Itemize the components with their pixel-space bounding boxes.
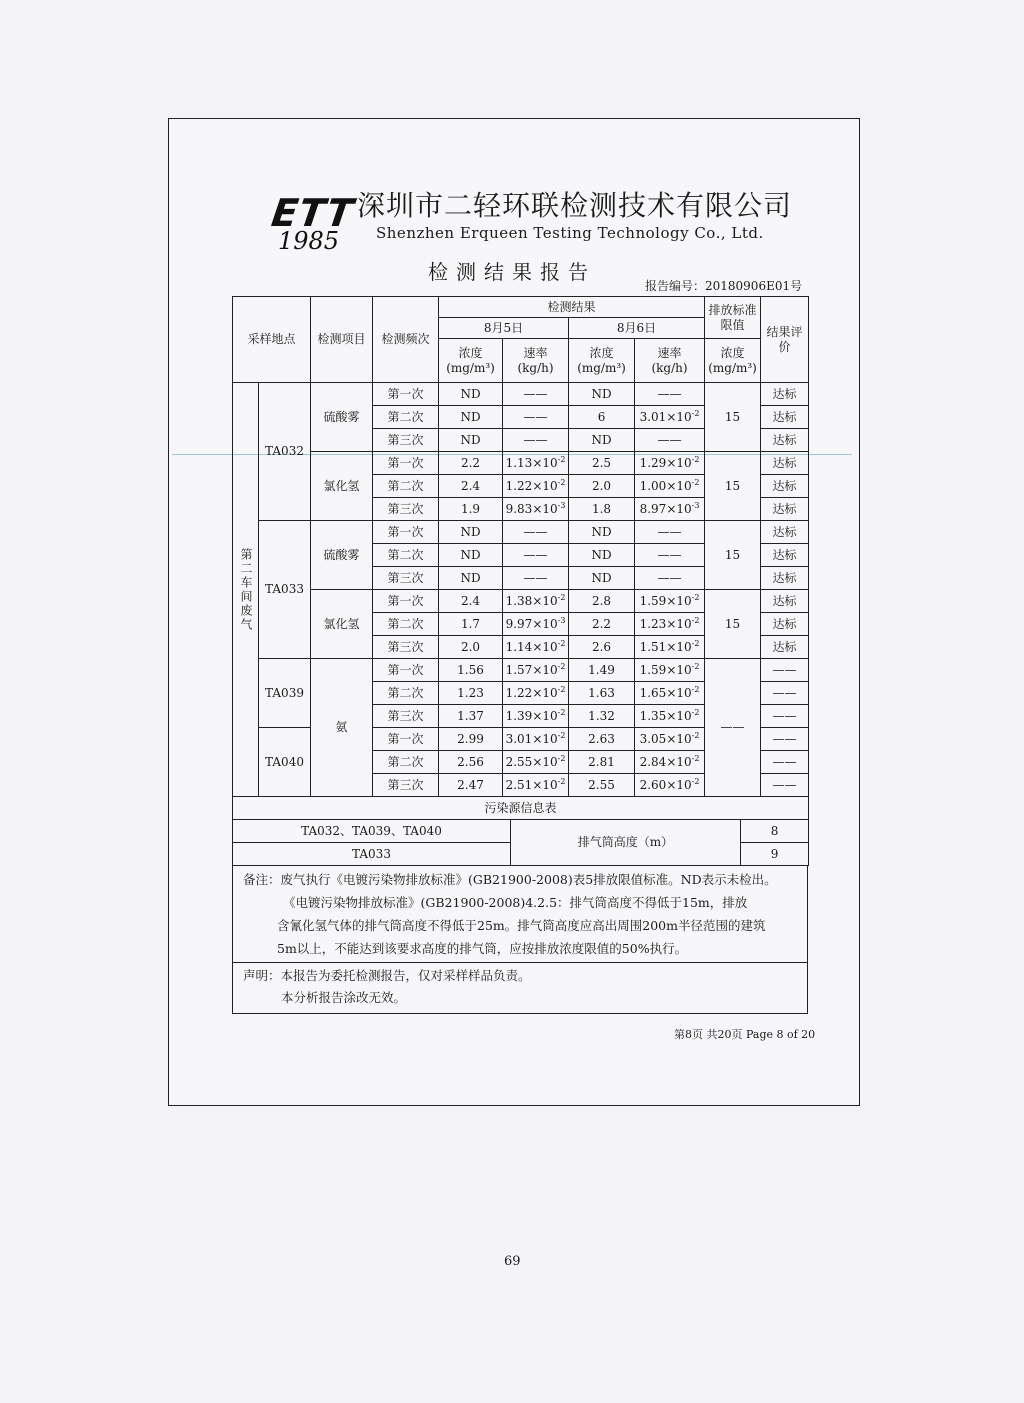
rate-day1-mantissa: —— xyxy=(523,570,548,585)
rate-day1 xyxy=(503,705,569,728)
concentration-day2: ND xyxy=(569,521,635,544)
rate-day2-exponent: -2 xyxy=(691,684,700,694)
test-frequency: 第三次 xyxy=(373,567,439,590)
concentration-day1: ND xyxy=(439,544,503,567)
header-item: 检测项目 xyxy=(311,297,373,383)
result-evaluation: 达标 xyxy=(761,567,809,590)
concentration-day2: 2.81 xyxy=(569,751,635,774)
rate-day2-mantissa: —— xyxy=(657,386,682,401)
site-group: 第二车间废气 xyxy=(233,383,259,797)
rate-day1-mantissa: 1.38×10 xyxy=(505,593,558,608)
concentration-day1: 1.9 xyxy=(439,498,503,521)
logo-year: 1985 xyxy=(278,227,340,255)
rate-day2 xyxy=(635,613,705,636)
rate-day2-mantissa: 1.23×10 xyxy=(639,616,692,631)
source-info-table xyxy=(232,797,809,866)
rate-day1-mantissa: 1.14×10 xyxy=(505,639,558,654)
test-frequency: 第一次 xyxy=(373,452,439,475)
rate-day2-mantissa: 2.60×10 xyxy=(639,777,692,792)
header-freq: 检测频次 xyxy=(373,297,439,383)
result-evaluation: 达标 xyxy=(761,452,809,475)
concentration-day1: 2.56 xyxy=(439,751,503,774)
rate-day2 xyxy=(635,521,705,544)
header-results: 检测结果 xyxy=(439,297,705,318)
sampling-point: TA039 xyxy=(259,659,311,728)
rate-day1-mantissa: —— xyxy=(523,409,548,424)
rate-day1-exponent: -2 xyxy=(557,661,566,671)
rate-day1 xyxy=(503,452,569,475)
concentration-day2: 1.8 xyxy=(569,498,635,521)
rate-day2-exponent: -2 xyxy=(691,454,700,464)
rate-day2 xyxy=(635,636,705,659)
concentration-day2: 1.32 xyxy=(569,705,635,728)
rate-day2 xyxy=(635,567,705,590)
rate-day2 xyxy=(635,383,705,406)
header-rate-2 xyxy=(635,339,705,383)
header-conc-unit: (mg/m³) xyxy=(446,360,495,375)
rate-day1 xyxy=(503,521,569,544)
header-conc-2 xyxy=(569,339,635,383)
rate-day1-exponent: -2 xyxy=(557,638,566,648)
header-limit: 排放标准限值 xyxy=(705,297,761,339)
page-info: 第8页 共20页 Page 8 of 20 xyxy=(674,1028,816,1041)
rate-day2 xyxy=(635,544,705,567)
table-row xyxy=(233,659,809,682)
statement xyxy=(232,963,808,1014)
rate-day2-mantissa: 3.05×10 xyxy=(639,731,692,746)
concentration-day2: 2.2 xyxy=(569,613,635,636)
rate-day1-mantissa: 9.97×10 xyxy=(505,616,558,631)
company-logo xyxy=(268,191,357,255)
rate-day2-mantissa: 1.65×10 xyxy=(639,685,692,700)
concentration-day2: ND xyxy=(569,429,635,452)
result-evaluation: 达标 xyxy=(761,475,809,498)
sampling-point: TA033 xyxy=(259,521,311,659)
header-conc-label: 浓度 xyxy=(589,345,614,360)
rate-day1-exponent: -2 xyxy=(557,454,566,464)
rate-day1-exponent: -2 xyxy=(557,776,566,786)
limit-value: 15 xyxy=(705,383,761,452)
rate-day1 xyxy=(503,682,569,705)
rate-day1-mantissa: 1.22×10 xyxy=(505,685,558,700)
rate-day1 xyxy=(503,498,569,521)
remark-line-4: 5m以上，不能达到该要求高度的排气筒，应按排放浓度限值的50%执行。 xyxy=(277,941,688,956)
rate-day1 xyxy=(503,659,569,682)
rate-day2-exponent: -2 xyxy=(691,477,700,487)
header-conc-unit: (mg/m³) xyxy=(577,360,626,375)
rate-day2-mantissa: 8.97×10 xyxy=(639,501,692,516)
rate-day2-mantissa: 1.29×10 xyxy=(639,455,692,470)
rate-day1 xyxy=(503,475,569,498)
rate-day1-mantissa: 1.57×10 xyxy=(505,662,558,677)
result-evaluation: 达标 xyxy=(761,613,809,636)
result-evaluation: 达标 xyxy=(761,636,809,659)
limit-value: 15 xyxy=(705,452,761,521)
concentration-day1: ND xyxy=(439,429,503,452)
rate-day2-mantissa: —— xyxy=(657,547,682,562)
rate-day2 xyxy=(635,659,705,682)
stack-height-value-2: 9 xyxy=(741,843,809,866)
rate-day2 xyxy=(635,475,705,498)
concentration-day2: 2.63 xyxy=(569,728,635,751)
concentration-day1: 2.2 xyxy=(439,452,503,475)
rate-day1-mantissa: 2.55×10 xyxy=(505,754,558,769)
rate-day1-mantissa: —— xyxy=(523,547,548,562)
test-item: 氨 xyxy=(311,659,373,797)
rate-day2-exponent: -2 xyxy=(691,615,700,625)
concentration-day1: 2.47 xyxy=(439,774,503,797)
concentration-day1: 2.99 xyxy=(439,728,503,751)
header-site: 采样地点 xyxy=(233,297,311,383)
result-evaluation: 达标 xyxy=(761,544,809,567)
stack-height-value-1: 8 xyxy=(741,820,809,843)
rate-day2-exponent: -2 xyxy=(691,638,700,648)
logo-text: ETT xyxy=(268,191,357,235)
rate-day2-exponent: -2 xyxy=(691,776,700,786)
test-frequency: 第三次 xyxy=(373,636,439,659)
concentration-day2: ND xyxy=(569,383,635,406)
rate-day2-mantissa: 1.35×10 xyxy=(639,708,692,723)
rate-day1 xyxy=(503,590,569,613)
concentration-day2: 2.8 xyxy=(569,590,635,613)
result-evaluation: —— xyxy=(761,728,809,751)
concentration-day1: ND xyxy=(439,567,503,590)
sampling-point: TA032 xyxy=(259,383,311,521)
concentration-day2: 2.0 xyxy=(569,475,635,498)
rate-day2 xyxy=(635,774,705,797)
concentration-day1: 2.4 xyxy=(439,475,503,498)
concentration-day1: 1.56 xyxy=(439,659,503,682)
rate-day1-exponent: -2 xyxy=(557,592,566,602)
rate-day2-exponent: -2 xyxy=(691,661,700,671)
test-frequency: 第一次 xyxy=(373,590,439,613)
limit-value: 15 xyxy=(705,590,761,659)
report-number: 报告编号：20180906E01号 xyxy=(645,279,803,293)
rate-day2-exponent: -2 xyxy=(691,592,700,602)
rate-day2-mantissa: 2.84×10 xyxy=(639,754,692,769)
table-row xyxy=(233,383,809,406)
remark-line-2: 《电镀污染物排放标准》(GB21900-2008)4.2.5：排气筒高度不得低于15m，排放 xyxy=(283,895,748,910)
rate-day1 xyxy=(503,613,569,636)
test-frequency: 第三次 xyxy=(373,498,439,521)
test-frequency: 第一次 xyxy=(373,659,439,682)
rate-day1 xyxy=(503,636,569,659)
test-item: 硫酸雾 xyxy=(311,383,373,452)
rate-day1-mantissa: —— xyxy=(523,524,548,539)
rate-day2-mantissa: 3.01×10 xyxy=(639,409,692,424)
header-rate-label: 速率 xyxy=(523,345,548,360)
sampling-point: TA040 xyxy=(259,728,311,797)
rate-day1-exponent: -2 xyxy=(557,707,566,717)
remarks xyxy=(232,866,808,963)
rate-day1 xyxy=(503,728,569,751)
rate-day2-mantissa: 1.59×10 xyxy=(639,662,692,677)
test-frequency: 第二次 xyxy=(373,751,439,774)
rate-day2 xyxy=(635,406,705,429)
rate-day2-exponent: -2 xyxy=(691,730,700,740)
rate-day1-exponent: -2 xyxy=(557,684,566,694)
concentration-day2: 1.63 xyxy=(569,682,635,705)
header-conc-label: 浓度 xyxy=(458,345,483,360)
concentration-day2: 2.5 xyxy=(569,452,635,475)
concentration-day1: 1.23 xyxy=(439,682,503,705)
concentration-day2: ND xyxy=(569,567,635,590)
test-frequency: 第二次 xyxy=(373,475,439,498)
rate-day1-mantissa: 1.22×10 xyxy=(505,478,558,493)
test-frequency: 第一次 xyxy=(373,728,439,751)
rate-day1 xyxy=(503,383,569,406)
rate-day2-exponent: -2 xyxy=(691,408,700,418)
concentration-day1: ND xyxy=(439,383,503,406)
header-rate-1 xyxy=(503,339,569,383)
rate-day2 xyxy=(635,498,705,521)
header-date2: 8月6日 xyxy=(569,318,705,339)
rate-day1-exponent: -3 xyxy=(557,615,566,625)
test-frequency: 第二次 xyxy=(373,406,439,429)
concentration-day1: 1.37 xyxy=(439,705,503,728)
result-evaluation: —— xyxy=(761,751,809,774)
test-item: 氯化氢 xyxy=(311,452,373,521)
test-frequency: 第三次 xyxy=(373,774,439,797)
concentration-day2: 2.55 xyxy=(569,774,635,797)
remark-line-1: 备注：废气执行《电镀污染物排放标准》(GB21900-2008)表5排放限值标准。ND表示未检出。 xyxy=(243,872,777,887)
concentration-day2: 6 xyxy=(569,406,635,429)
rate-day1-exponent: -2 xyxy=(557,730,566,740)
rate-day1-mantissa: —— xyxy=(523,432,548,447)
result-evaluation: 达标 xyxy=(761,521,809,544)
rate-day1-exponent: -2 xyxy=(557,477,566,487)
rate-day2 xyxy=(635,590,705,613)
result-evaluation: 达标 xyxy=(761,383,809,406)
header-rate-label: 速率 xyxy=(657,345,682,360)
header-date1: 8月5日 xyxy=(439,318,569,339)
result-evaluation: 达标 xyxy=(761,406,809,429)
concentration-day1: 2.0 xyxy=(439,636,503,659)
rate-day1 xyxy=(503,751,569,774)
test-frequency: 第三次 xyxy=(373,705,439,728)
rate-day2-mantissa: —— xyxy=(657,524,682,539)
rate-day1-exponent: -2 xyxy=(557,753,566,763)
rate-day1-mantissa: —— xyxy=(523,386,548,401)
header-limit-conc xyxy=(705,339,761,383)
statement-line-2: 本分析报告涂改无效。 xyxy=(281,990,407,1005)
concentration-day2: 1.49 xyxy=(569,659,635,682)
concentration-day2: ND xyxy=(569,544,635,567)
rate-day1 xyxy=(503,544,569,567)
concentration-day1: ND xyxy=(439,521,503,544)
test-item: 硫酸雾 xyxy=(311,521,373,590)
header-rate-unit: (kg/h) xyxy=(651,360,688,375)
rate-day1-mantissa: 9.83×10 xyxy=(505,501,558,516)
concentration-day1: 2.4 xyxy=(439,590,503,613)
rate-day2-mantissa: —— xyxy=(657,432,682,447)
test-frequency: 第一次 xyxy=(373,521,439,544)
rate-day2-exponent: -2 xyxy=(691,707,700,717)
remark-line-3: 含氰化氢气体的排气筒高度不得低于25m。排气筒高度应高出周围200m半径范围的建筑 xyxy=(277,918,766,933)
company-name-cn: 深圳市二轻环联检测技术有限公司 xyxy=(357,189,793,222)
rate-day1 xyxy=(503,567,569,590)
concentration-day1: 1.7 xyxy=(439,613,503,636)
rate-day1-mantissa: 2.51×10 xyxy=(505,777,558,792)
rate-day2-mantissa: 1.51×10 xyxy=(639,639,692,654)
source-info-title: 污染源信息表 xyxy=(233,797,809,820)
concentration-day1: ND xyxy=(439,406,503,429)
result-evaluation: —— xyxy=(761,659,809,682)
rate-day2 xyxy=(635,728,705,751)
rate-day1-mantissa: 1.13×10 xyxy=(505,455,558,470)
rate-day2-exponent: -3 xyxy=(691,500,700,510)
table-row xyxy=(233,452,809,475)
page-number: 69 xyxy=(504,1254,521,1269)
result-evaluation: —— xyxy=(761,774,809,797)
header-conc-1 xyxy=(439,339,503,383)
limit-value: —— xyxy=(705,659,761,797)
test-item: 氯化氢 xyxy=(311,590,373,659)
rate-day2-mantissa: 1.00×10 xyxy=(639,478,692,493)
stack-height-label: 排气筒高度（m） xyxy=(511,820,741,866)
report-body xyxy=(232,296,808,1014)
rate-day2 xyxy=(635,705,705,728)
source-group-2: TA033 xyxy=(233,843,511,866)
table-row xyxy=(233,590,809,613)
rate-day1-mantissa: 1.39×10 xyxy=(505,708,558,723)
header-rate-unit: (kg/h) xyxy=(517,360,554,375)
test-frequency: 第二次 xyxy=(373,613,439,636)
header-limit-conc-label: 浓度 xyxy=(720,345,745,360)
table-row xyxy=(233,521,809,544)
company-name-en: Shenzhen Erqueen Testing Technology Co., Ltd. xyxy=(376,224,764,242)
source-group-1: TA032、TA039、TA040 xyxy=(233,820,511,843)
rate-day2 xyxy=(635,429,705,452)
results-table xyxy=(232,296,809,797)
test-frequency: 第二次 xyxy=(373,544,439,567)
concentration-day2: 2.6 xyxy=(569,636,635,659)
header-eval: 结果评价 xyxy=(761,297,809,383)
rate-day2 xyxy=(635,452,705,475)
test-frequency: 第二次 xyxy=(373,682,439,705)
rate-day2-mantissa: —— xyxy=(657,570,682,585)
test-frequency: 第三次 xyxy=(373,429,439,452)
result-evaluation: 达标 xyxy=(761,498,809,521)
test-frequency: 第一次 xyxy=(373,383,439,406)
result-evaluation: —— xyxy=(761,705,809,728)
rate-day1-exponent: -3 xyxy=(557,500,566,510)
rate-day2-mantissa: 1.59×10 xyxy=(639,593,692,608)
statement-line-1: 声明：本报告为委托检测报告，仅对采样样品负责。 xyxy=(243,968,531,983)
result-evaluation: 达标 xyxy=(761,429,809,452)
results-table-body xyxy=(233,297,809,797)
rate-day2 xyxy=(635,751,705,774)
rate-day1 xyxy=(503,406,569,429)
rate-day2-exponent: -2 xyxy=(691,753,700,763)
limit-value: 15 xyxy=(705,521,761,590)
rate-day1-mantissa: 3.01×10 xyxy=(505,731,558,746)
rate-day1 xyxy=(503,774,569,797)
result-evaluation: 达标 xyxy=(761,590,809,613)
rate-day1 xyxy=(503,429,569,452)
result-evaluation: —— xyxy=(761,682,809,705)
rate-day2 xyxy=(635,682,705,705)
header-limit-conc-unit: (mg/m³) xyxy=(708,360,757,375)
report-title: 检测结果报告 xyxy=(428,260,596,284)
